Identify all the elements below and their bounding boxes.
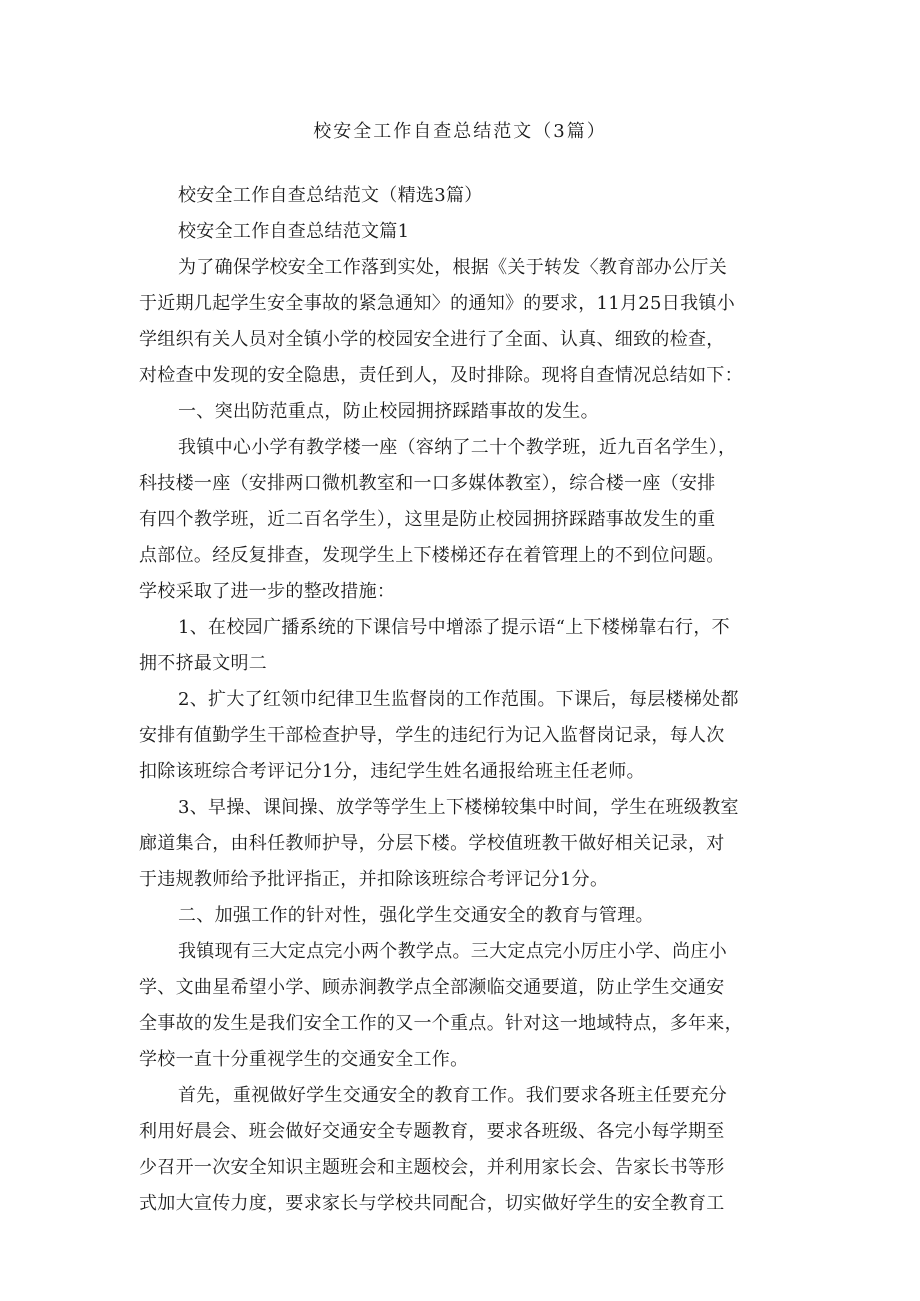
- section-heading: 校安全工作自查总结范文篇1: [178, 221, 410, 242]
- paragraph-line: 利用好晨会、班会做好交通安全专题教育，要求各班级、各完小每学期至: [139, 1121, 725, 1142]
- paragraph-line: 于近期几起学生安全事故的紧急通知〉的通知》的要求，11月25日我镇小: [139, 293, 736, 314]
- paragraph-line: 我镇现有三大定点完小两个教学点。三大定点完小厉庄小学、尚庄小: [178, 941, 727, 962]
- subtitle: 校安全工作自查总结范文（精选3篇）: [178, 185, 483, 206]
- paragraph-line: 我镇中心小学有教学楼一座（容纳了二十个教学班，近九百名学生），: [178, 437, 737, 458]
- paragraph-line: 点部位。经反复排查，发现学生上下楼梯还存在着管理上的不到位问题。: [139, 545, 725, 566]
- document-title: 校安全工作自查总结范文（3篇）: [313, 121, 607, 142]
- heading-line: 二、加强工作的针对性，强化学生交通安全的教育与管理。: [178, 905, 654, 926]
- paragraph-line: 学、文曲星希望小学、顾赤涧教学点全部濒临交通要道，防止学生交通安: [139, 977, 725, 998]
- paragraph-line: 学组织有关人员对全镇小学的校园安全进行了全面、认真、细致的检查，: [139, 329, 725, 350]
- paragraph-line: 扣除该班综合考评记分1分，违纪学生姓名通报给班主任老师。: [139, 761, 645, 782]
- paragraph-line: 于违规教师给予批评指正，并扣除该班综合考评记分1分。: [139, 869, 609, 890]
- paragraph-line: 为了确保学校安全工作落到实处，根据《关于转发〈教育部办公厅关: [178, 257, 727, 278]
- paragraph-line: 对检查中发现的安全隐患，责任到人，及时排除。现将自查情况总结如下：: [139, 365, 743, 386]
- paragraph-line: 2、扩大了红领巾纪律卫生监督岗的工作范围。下课后，每层楼梯处都: [178, 689, 739, 710]
- paragraph-line: 学校采取了进一步的整改措施：: [139, 581, 396, 602]
- paragraph-line: 少召开一次安全知识主题班会和主题校会，并利用家长会、告家长书等形: [139, 1157, 725, 1178]
- paragraph-line: 3、早操、课间操、放学等学生上下楼梯较集中时间，学生在班级教室: [178, 797, 739, 818]
- paragraph-line: 首先，重视做好学生交通安全的教育工作。我们要求各班主任要充分: [178, 1085, 727, 1106]
- paragraph-line: 学校一直十分重视学生的交通安全工作。: [139, 1049, 469, 1070]
- paragraph-line: 式加大宣传力度，要求家长与学校共同配合，切实做好学生的安全教育工: [139, 1193, 725, 1214]
- heading-line: 一、突出防范重点，防止校园拥挤踩踏事故的发生。: [178, 401, 599, 422]
- paragraph-line: 1、在校园广播系统的下课信号中增添了提示语“上下楼梯靠右行，不: [178, 617, 730, 638]
- paragraph-line: 安排有值勤学生干部检查护导，学生的违纪行为记入监督岗记录，每人次: [139, 725, 725, 746]
- paragraph-line: 拥不挤最文明二: [139, 653, 268, 674]
- paragraph-line: 有四个教学班，近二百名学生），这里是防止校园拥挤踩踏事故发生的重: [139, 509, 716, 530]
- paragraph-line: 科技楼一座（安排两口微机教室和一口多媒体教室），综合楼一座（安排: [139, 473, 716, 494]
- paragraph-line: 廊道集合，由科任教师护导，分层下楼。学校值班教干做好相关记录，对: [139, 833, 725, 854]
- paragraph-line: 全事故的发生是我们安全工作的又一个重点。针对这一地域特点，多年来，: [139, 1013, 743, 1034]
